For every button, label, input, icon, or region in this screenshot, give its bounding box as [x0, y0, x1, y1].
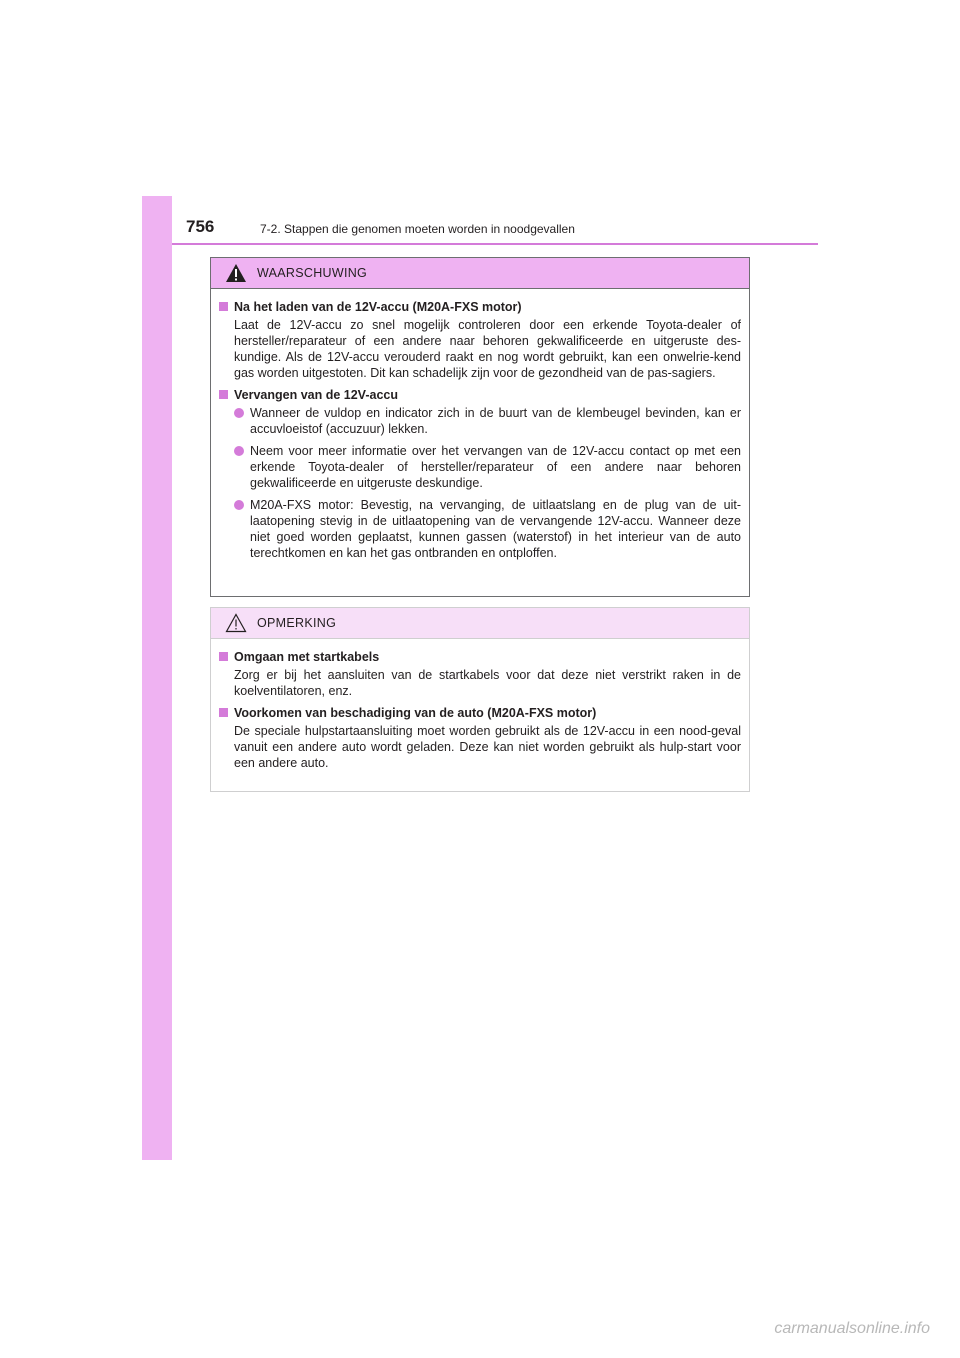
- warning-header: [211, 258, 749, 289]
- warning-label: WAARSCHUWING: [257, 266, 368, 280]
- list-item: [234, 443, 741, 491]
- square-bullet-icon: [219, 302, 228, 311]
- square-bullet-icon: [219, 652, 228, 661]
- warning-triangle-icon: [225, 263, 247, 283]
- list-item-text: Neem voor meer informatie over het vervangen van de 12V-accu contact op met een erkende Toyota-dealer of hersteller/reparateur of een andere naar behoren gekwalificeerde en uitgeruste deskundige.: [250, 444, 741, 490]
- side-tab: [142, 196, 172, 1160]
- watermark: carmanualsonline.info: [774, 1320, 930, 1337]
- note-box: [210, 607, 750, 792]
- list-item-text: Wanneer de vuldop en indicator zich in de buurt van de klembeugel bevinden, kan er accuvloeistof (accuzuur) lekken.: [250, 406, 741, 436]
- note-heading-2: [219, 705, 741, 721]
- square-bullet-icon: [219, 390, 228, 399]
- warning-paragraph-1: Laat de 12V-accu zo snel mogelijk controleren door een erkende Toyota-dealer of hersteller/reparateur of een andere naar behoren gekwalificeerde en uitgeruste des-kundige. Als de 12V-accu verouderd raakt en nog wordt gebruikt, kan een onwelrie-kend gas worden uitgestoten. Dit kan schadelijk zijn voor de gezondheid van de pas-sagiers.: [234, 318, 741, 380]
- list-item: [234, 497, 741, 561]
- list-item: [234, 405, 741, 437]
- list-item-text: M20A-FXS motor: Bevestig, na vervanging, de uitlaatslang en de plug van de uit-laatopening stevig in de uitlaatopening van de vervangende 12V-accu. Wanneer deze niet goed worden geplaatst, kunnen gassen (waterstof) in het interieur van de auto terechtkomen en kan het gas ontbranden en ontploffen.: [250, 498, 741, 560]
- round-bullet-icon: [234, 500, 244, 510]
- note-label: OPMERKING: [257, 616, 337, 630]
- square-bullet-icon: [219, 708, 228, 717]
- warning-body: [211, 289, 749, 561]
- page-number: 756: [186, 217, 215, 236]
- heading-text: Omgaan met startkabels: [234, 650, 380, 664]
- note-header: [211, 608, 749, 639]
- warning-box: [210, 257, 750, 597]
- note-heading-1: [219, 649, 741, 665]
- round-bullet-icon: [234, 446, 244, 456]
- note-body: [211, 639, 749, 771]
- heading-text: Vervangen van de 12V-accu: [234, 388, 398, 402]
- round-bullet-icon: [234, 408, 244, 418]
- note-paragraph-1: Zorg er bij het aansluiten van de startkabels voor dat deze niet verstrikt raken in de koelventilatoren, enz.: [234, 668, 741, 698]
- header-rule: [172, 243, 818, 245]
- heading-text: Na het laden van de 12V-accu (M20A-FXS motor): [234, 300, 522, 314]
- heading-text: Voorkomen van beschadiging van de auto (M20A-FXS motor): [234, 706, 597, 720]
- warning-heading-1: [219, 299, 741, 315]
- caution-triangle-icon: [225, 613, 247, 633]
- note-paragraph-2: De speciale hulpstartaansluiting moet worden gebruikt als de 12V-accu in een nood-geval vanuit een andere auto wordt geladen. Deze kan niet worden gebruikt als hulp-start voor een andere auto.: [234, 724, 741, 770]
- warning-heading-2: [219, 387, 741, 403]
- section-title: 7-2. Stappen die genomen moeten worden in noodgevallen: [260, 222, 575, 236]
